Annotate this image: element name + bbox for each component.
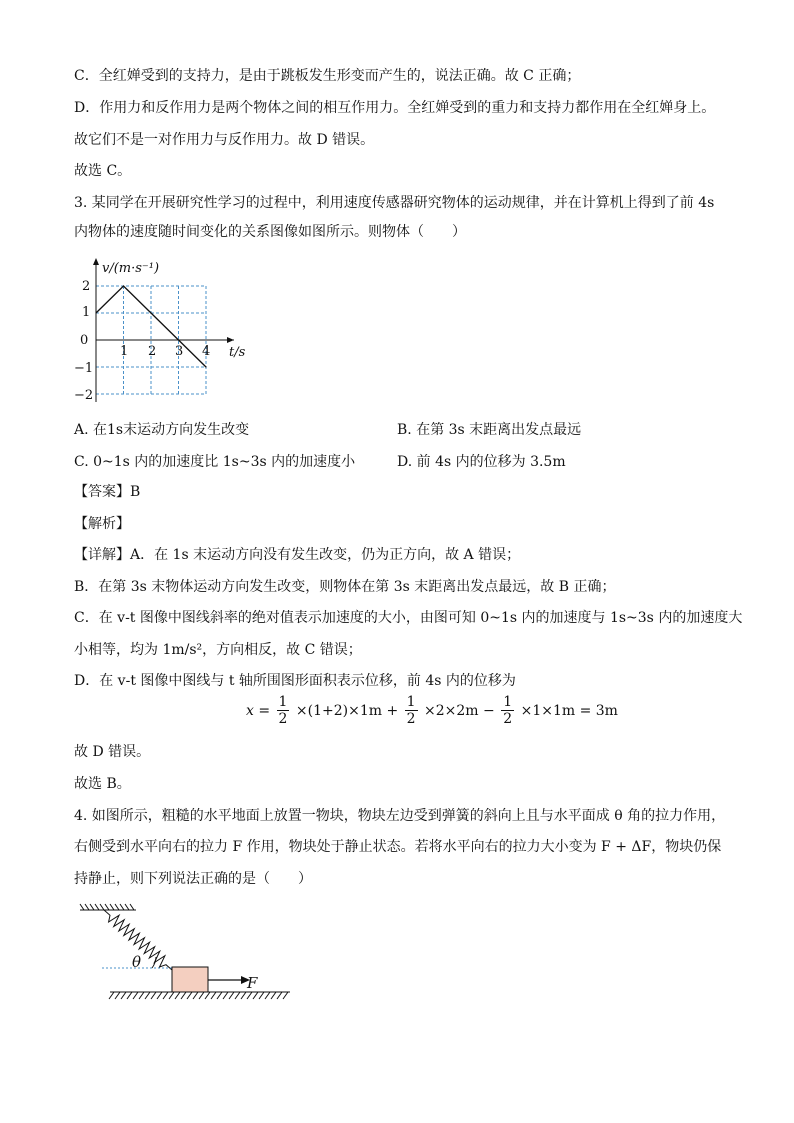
hatch-line bbox=[110, 904, 114, 910]
data-point bbox=[95, 312, 96, 313]
hatch-line bbox=[157, 992, 162, 999]
hatch-line bbox=[127, 992, 132, 999]
analysis-label: 【解析】 bbox=[74, 516, 130, 532]
y-tick-label: −2 bbox=[74, 388, 94, 403]
hatch-line bbox=[277, 992, 282, 999]
origin-label: 0 bbox=[80, 333, 89, 348]
formula-term: ×2×2m − bbox=[424, 702, 495, 719]
data-point bbox=[150, 312, 151, 313]
hatch-line bbox=[100, 904, 104, 910]
displacement-formula bbox=[246, 694, 618, 738]
hatch-line bbox=[151, 992, 156, 999]
hatch-line bbox=[105, 904, 109, 910]
hatch-line bbox=[109, 992, 114, 999]
detail-line: C．在 v-t 图像中图线斜率的绝对值表示加速度的大小，由图可知 0~1s 内的加速度与 1s~3s 内的加速度大 bbox=[74, 610, 743, 626]
detail-line: D．在 v-t 图像中图线与 t 轴所围图形面积表示位移，前 4s 内的位移为 bbox=[74, 673, 516, 689]
data-point bbox=[123, 285, 124, 286]
hatch-line bbox=[283, 992, 288, 999]
hatch-line bbox=[133, 992, 138, 999]
hatch-line bbox=[80, 904, 84, 910]
answer-label: 【答案】B bbox=[74, 484, 141, 500]
y-tick-label: −1 bbox=[74, 361, 94, 376]
ground bbox=[109, 992, 290, 999]
question-3-stem: 3. 某同学在开展研究性学习的过程中，利用速度传感器研究物体的运动规律，并在计算机上得到了前 4s bbox=[74, 195, 715, 211]
question-4-stem: 右侧受到水平向右的拉力 F 作用，物块处于静止状态。若将水平向右的拉力大小变为 F + ΔF，物块仍保 bbox=[74, 839, 722, 855]
detail-line: B．在第 3s 末物体运动方向发生改变，则物体在第 3s 末距离出发点最远，故 B 正确； bbox=[74, 579, 616, 595]
vt-graph bbox=[74, 252, 264, 407]
hatch-line bbox=[223, 992, 228, 999]
hatch-line bbox=[130, 904, 134, 910]
hatch-line bbox=[120, 904, 124, 910]
hatch-line bbox=[95, 904, 99, 910]
option-a: A. 在1s末运动方向发生改变 bbox=[74, 422, 250, 438]
option-c: C. 0~1s 内的加速度比 1s~3s 内的加速度小 bbox=[74, 454, 356, 470]
question-4-stem: 4. 如图所示，粗糙的水平地面上放置一物块，物块左边受到弹簧的斜向上且与水平面成 θ 角的拉力作用， bbox=[74, 808, 726, 824]
fraction: $\frac{1}{2}$ bbox=[406, 694, 416, 727]
x-axis-label: t/s bbox=[229, 345, 246, 360]
hatch-line bbox=[217, 992, 222, 999]
hatch-line bbox=[169, 992, 174, 999]
hatch-line bbox=[139, 992, 144, 999]
hatch-line bbox=[181, 992, 186, 999]
y-tick-label: 2 bbox=[82, 279, 91, 294]
hatch-line bbox=[229, 992, 234, 999]
hatch-line bbox=[265, 992, 270, 999]
y-tick-label: 1 bbox=[82, 305, 91, 320]
x-tick-label: 4 bbox=[202, 344, 211, 359]
hatch-line bbox=[90, 904, 94, 910]
text-line: 故它们不是一对作用力与反作用力。故 D 错误。 bbox=[74, 132, 375, 148]
option-d: D. 前 4s 内的位移为 3.5m bbox=[397, 454, 566, 470]
text-line: D．作用力和反作用力是两个物体之间的相互作用力。全红婵受到的重力和支持力都作用在全红婵身上。 bbox=[74, 100, 716, 116]
text-line: 故选 C。 bbox=[74, 163, 132, 179]
hatch-line bbox=[193, 992, 198, 999]
question-4-stem: 持静止，则下列说法正确的是（ ） bbox=[74, 871, 312, 887]
detail-line: 【详解】A．在 1s 末运动方向没有发生改变，仍为正方向，故 A 错误； bbox=[74, 547, 521, 563]
x-tick-label: 3 bbox=[175, 344, 184, 359]
hatch-line bbox=[115, 904, 119, 910]
x-tick-label: 1 bbox=[120, 344, 129, 359]
formula-term: ×1×1m = 3m bbox=[520, 702, 618, 719]
option-b: B. 在第 3s 末距离出发点最远 bbox=[397, 422, 582, 438]
hatch-line bbox=[125, 904, 129, 910]
force-label: F bbox=[247, 974, 258, 992]
hatch-line bbox=[163, 992, 168, 999]
detail-line: 故选 B。 bbox=[74, 776, 131, 792]
hatch-line bbox=[121, 992, 126, 999]
x-axis-arrow bbox=[227, 337, 234, 343]
data-point bbox=[205, 366, 206, 367]
hatch-line bbox=[187, 992, 192, 999]
hatch-line bbox=[235, 992, 240, 999]
y-axis-arrow bbox=[93, 258, 99, 265]
hatch-line bbox=[271, 992, 276, 999]
text-line: C．全红婵受到的支持力，是由于跳板发生形变而产生的，说法正确。故 C 正确； bbox=[74, 68, 581, 84]
y-axis-label: v/(m·s⁻¹) bbox=[102, 261, 160, 276]
fraction: $\frac{1}{2}$ bbox=[278, 694, 288, 727]
spring-block-figure bbox=[74, 900, 304, 1010]
x-tick-label: 2 bbox=[148, 344, 157, 359]
hatch-line bbox=[175, 992, 180, 999]
hatch-line bbox=[205, 992, 210, 999]
data-point bbox=[178, 339, 179, 340]
fraction: $\frac{1}{2}$ bbox=[503, 694, 513, 727]
hatch-line bbox=[115, 992, 120, 999]
hatch-line bbox=[241, 992, 246, 999]
question-3-stem: 内物体的速度随时间变化的关系图像如图所示。则物体（ ） bbox=[74, 224, 466, 240]
detail-line: 小相等，均为 1m/s²，方向相反，故 C 错误； bbox=[74, 642, 362, 658]
block bbox=[172, 967, 208, 992]
formula-term: ×(1+2)×1m + bbox=[295, 702, 399, 719]
hatch-line bbox=[211, 992, 216, 999]
hatch-line bbox=[199, 992, 204, 999]
detail-line: 故 D 错误。 bbox=[74, 744, 151, 760]
ceiling bbox=[80, 904, 136, 910]
formula-lhs: x = bbox=[246, 702, 271, 719]
hatch-line bbox=[85, 904, 89, 910]
angle-label: θ bbox=[132, 953, 142, 971]
hatch-line bbox=[259, 992, 264, 999]
hatch-line bbox=[247, 992, 252, 999]
hatch-line bbox=[253, 992, 258, 999]
hatch-line bbox=[145, 992, 150, 999]
